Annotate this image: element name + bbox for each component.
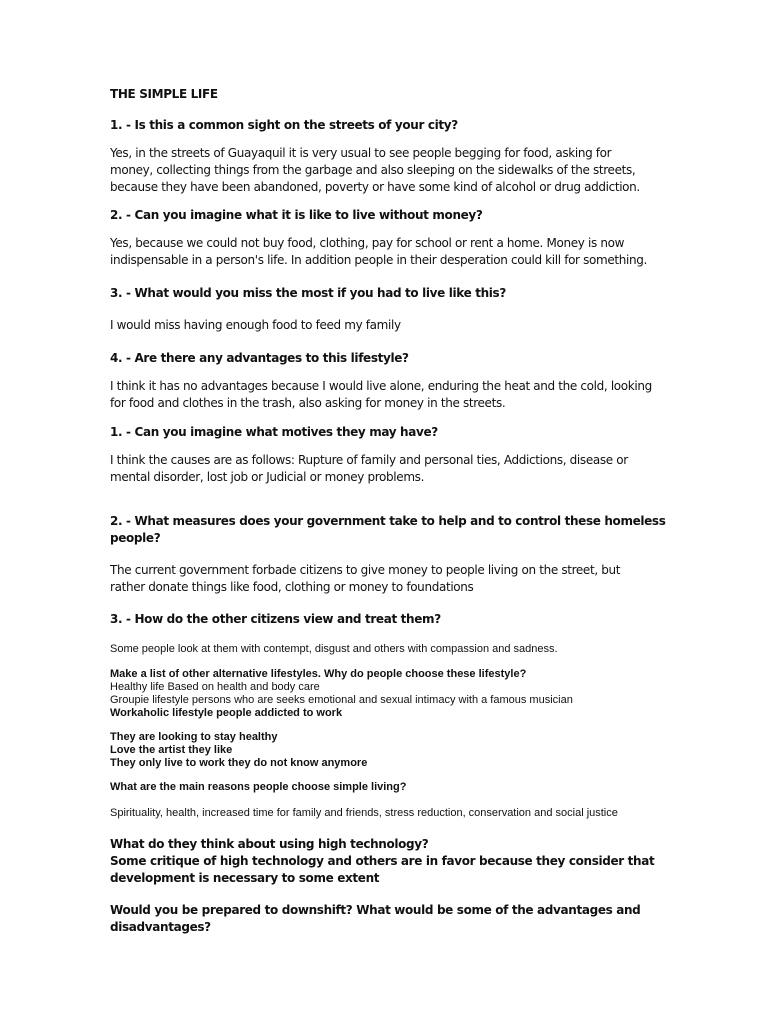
question-1: 1. - Is this a common sight on the streets of your city? (110, 118, 458, 132)
answer-7: Some people look at them with contempt, disgust and others with compassion and sadness. (110, 643, 558, 655)
answer-line: mental disorder, lost job or Judicial or money problems. (110, 470, 425, 484)
question-7: 3. - How do the other citizens view and treat them? (110, 612, 441, 626)
question-5: 1. - Can you imagine what motives they may have? (110, 425, 438, 439)
answer-line: I think the causes are as follows: Rupture of family and personal ties, Addictions, disease or (110, 453, 628, 467)
answer-line: Yes, in the streets of Guayaquil it is very usual to see people begging for food, asking for (110, 146, 612, 160)
list-question: Make a list of other alternative lifestyles. Why do people choose these lifestyle? (110, 668, 527, 680)
answer-line: indispensable in a person's life. In addition people in their desperation could kill for something. (110, 253, 647, 267)
question-line: Some critique of high technology and others are in favor because they consider that (110, 854, 655, 868)
question-10 (110, 902, 670, 936)
question-3: 3. - What would you miss the most if you had to live like this? (110, 286, 506, 300)
question-4: 4. - Are there any advantages to this lifestyle? (110, 351, 409, 365)
answer-line: money, collecting things from the garbage and also sleeping on the sidewalks of the streets, (110, 163, 636, 177)
lifestyle-reasons (110, 731, 670, 770)
question-line: What do they think about using high technology? (110, 837, 429, 851)
answer-5 (110, 452, 670, 486)
question-9 (110, 836, 670, 887)
answer-6 (110, 562, 670, 596)
list-item: Healthy life Based on health and body care (110, 681, 320, 693)
answer-line: The current government forbade citizens to give money to people living on the street, but (110, 563, 621, 577)
list-item: Groupie lifestyle persons who are seeks emotional and sexual intimacy with a famous musician (110, 694, 573, 706)
answer-line: Yes, because we could not buy food, clothing, pay for school or rent a home. Money is now (110, 236, 625, 250)
answer-4 (110, 378, 670, 412)
answer-1 (110, 145, 670, 196)
reason-line: Love the artist they like (110, 744, 233, 756)
question-line: people? (110, 531, 161, 545)
reason-line: They are looking to stay healthy (110, 731, 278, 743)
answer-8: Spirituality, health, increased time for family and friends, stress reduction, conservation and social justice (110, 807, 618, 819)
question-8: What are the main reasons people choose simple living? (110, 781, 407, 793)
answer-2 (110, 235, 670, 269)
list-item: Workaholic lifestyle people addicted to work (110, 707, 343, 719)
answer-line: for food and clothes in the trash, also asking for money in the streets. (110, 396, 506, 410)
alternative-lifestyles-list (110, 668, 670, 720)
question-line: Would you be prepared to downshift? What would be some of the advantages and (110, 903, 641, 917)
answer-line: because they have been abandoned, poverty or have some kind of alcohol or drug addiction. (110, 180, 640, 194)
answer-line: I think it has no advantages because I would live alone, enduring the heat and the cold, looking (110, 379, 652, 393)
question-line: disadvantages? (110, 920, 211, 934)
answer-line: rather donate things like food, clothing or money to foundations (110, 580, 474, 594)
question-6 (110, 513, 670, 547)
answer-3: I would miss having enough food to feed my family (110, 318, 401, 332)
question-line: development is necessary to some extent (110, 871, 380, 885)
question-line: 2. - What measures does your government take to help and to control these homeless (110, 514, 666, 528)
document-title: THE SIMPLE LIFE (110, 87, 218, 101)
question-2: 2. - Can you imagine what it is like to live without money? (110, 208, 483, 222)
reason-line: They only live to work they do not know anymore (110, 757, 368, 769)
